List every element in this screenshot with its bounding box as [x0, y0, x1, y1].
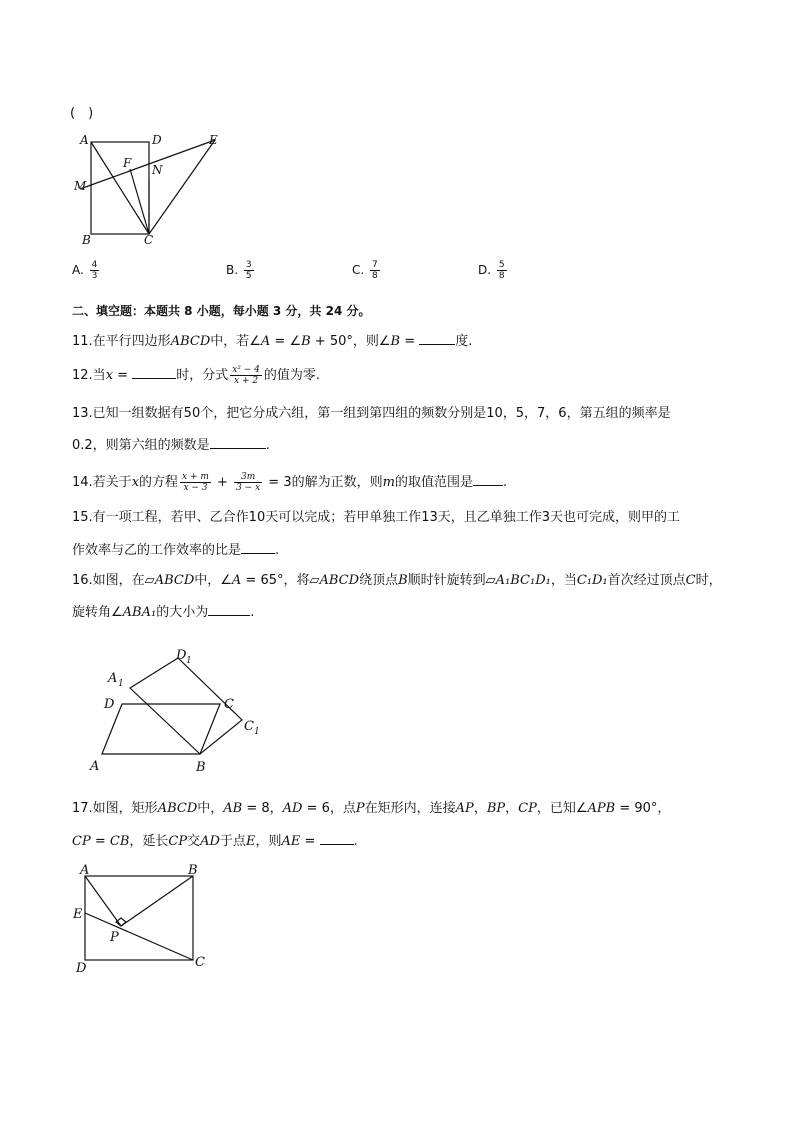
label-C: C — [144, 233, 154, 247]
question-17-line1: 17.如图，矩形ABCD中，AB = 8，AD = 6，点P在矩形内，连接AP，BP，CP，已知∠APB = 90°， — [72, 801, 671, 816]
question-14: 14.若关于x的方程 $\frac{x + m}{x - 3}$ + $\frac{3m}{3 - x}$ = 3的解为正数，则m的取值范围是 . — [72, 472, 508, 493]
label-A: A — [80, 863, 90, 878]
figure-rectangle-abcd — [70, 128, 230, 250]
label-A: A — [90, 759, 100, 774]
label-C1: C — [244, 719, 254, 734]
option-d[interactable]: D. $\frac{5}{8}$ — [478, 260, 505, 281]
svg-text:1: 1 — [118, 679, 124, 689]
option-b[interactable]: B. $\frac{3}{5}$ — [226, 260, 252, 281]
label-A: A — [80, 133, 89, 147]
answer-blank[interactable] — [419, 332, 455, 345]
svg-text:1: 1 — [254, 727, 260, 737]
answer-blank[interactable] — [241, 541, 275, 554]
answer-blank[interactable] — [208, 603, 250, 616]
label-M: M — [74, 179, 87, 193]
question-12: 12.当x = 时，分式 $\frac{\text{x² − 4}}{x + 2}$ 的值为零. — [72, 365, 321, 386]
question-11: 11.在平行四边形ABCD中，若∠A = ∠B + 50°，则∠B = 度. — [72, 334, 473, 349]
answer-parentheses: ( ) — [70, 106, 94, 121]
label-C: C — [224, 697, 234, 712]
label-C: C — [195, 955, 205, 970]
svg-text:1: 1 — [186, 656, 192, 666]
figure-parallelogram-rotation — [82, 642, 272, 777]
question-13-line1: 13.已知一组数据有50个，把它分成六组，第一组到第四组的频数分别是10，5，7，6，第五组的频率是 — [72, 406, 671, 421]
label-B: B — [188, 863, 198, 878]
answer-blank[interactable] — [473, 473, 503, 486]
question-15-line2: 作效率与乙的工作效率的比是 . — [72, 543, 280, 558]
option-a[interactable]: A. $\frac{4}{3}$ — [72, 260, 98, 281]
label-B: B — [82, 233, 91, 247]
label-E: E — [73, 907, 83, 922]
label-A1: A — [108, 671, 118, 686]
label-D: D — [152, 133, 162, 147]
question-17-line2: CP = CB，延长CP交AD于点E，则AE = . — [72, 834, 358, 849]
figure-rectangle-apb — [70, 860, 220, 975]
label-N: N — [152, 163, 163, 177]
label-P: P — [110, 930, 119, 945]
label-D: D — [76, 961, 87, 975]
label-D: D — [104, 697, 115, 712]
label-E: E — [209, 133, 218, 147]
answer-blank[interactable] — [210, 436, 266, 449]
answer-blank[interactable] — [132, 366, 176, 379]
question-16-line2: 旋转角∠ABA₁的大小为 . — [72, 605, 255, 620]
question-15-line1: 15.有一项工程，若甲、乙合作10天可以完成；若甲单独工作13天，且乙单独工作3天也可完成，则甲的工 — [72, 510, 681, 525]
section-title: 二、填空题：本题共 8 小题，每小题 3 分，共 24 分。 — [72, 304, 371, 318]
label-B: B — [196, 760, 206, 775]
question-16-line1: 16.如图，在▱ABCD中，∠A = 65°，将▱ABCD绕顶点B顺时针旋转到▱A₁BC₁D₁，当C₁D₁首次经过顶点C时， — [72, 573, 722, 588]
label-F: F — [123, 156, 132, 170]
answer-blank[interactable] — [320, 832, 354, 845]
label-D1: D — [176, 648, 187, 663]
question-13-line2: 0.2，则第六组的频数是 . — [72, 438, 270, 453]
option-c[interactable]: C. $\frac{7}{8}$ — [352, 260, 378, 281]
